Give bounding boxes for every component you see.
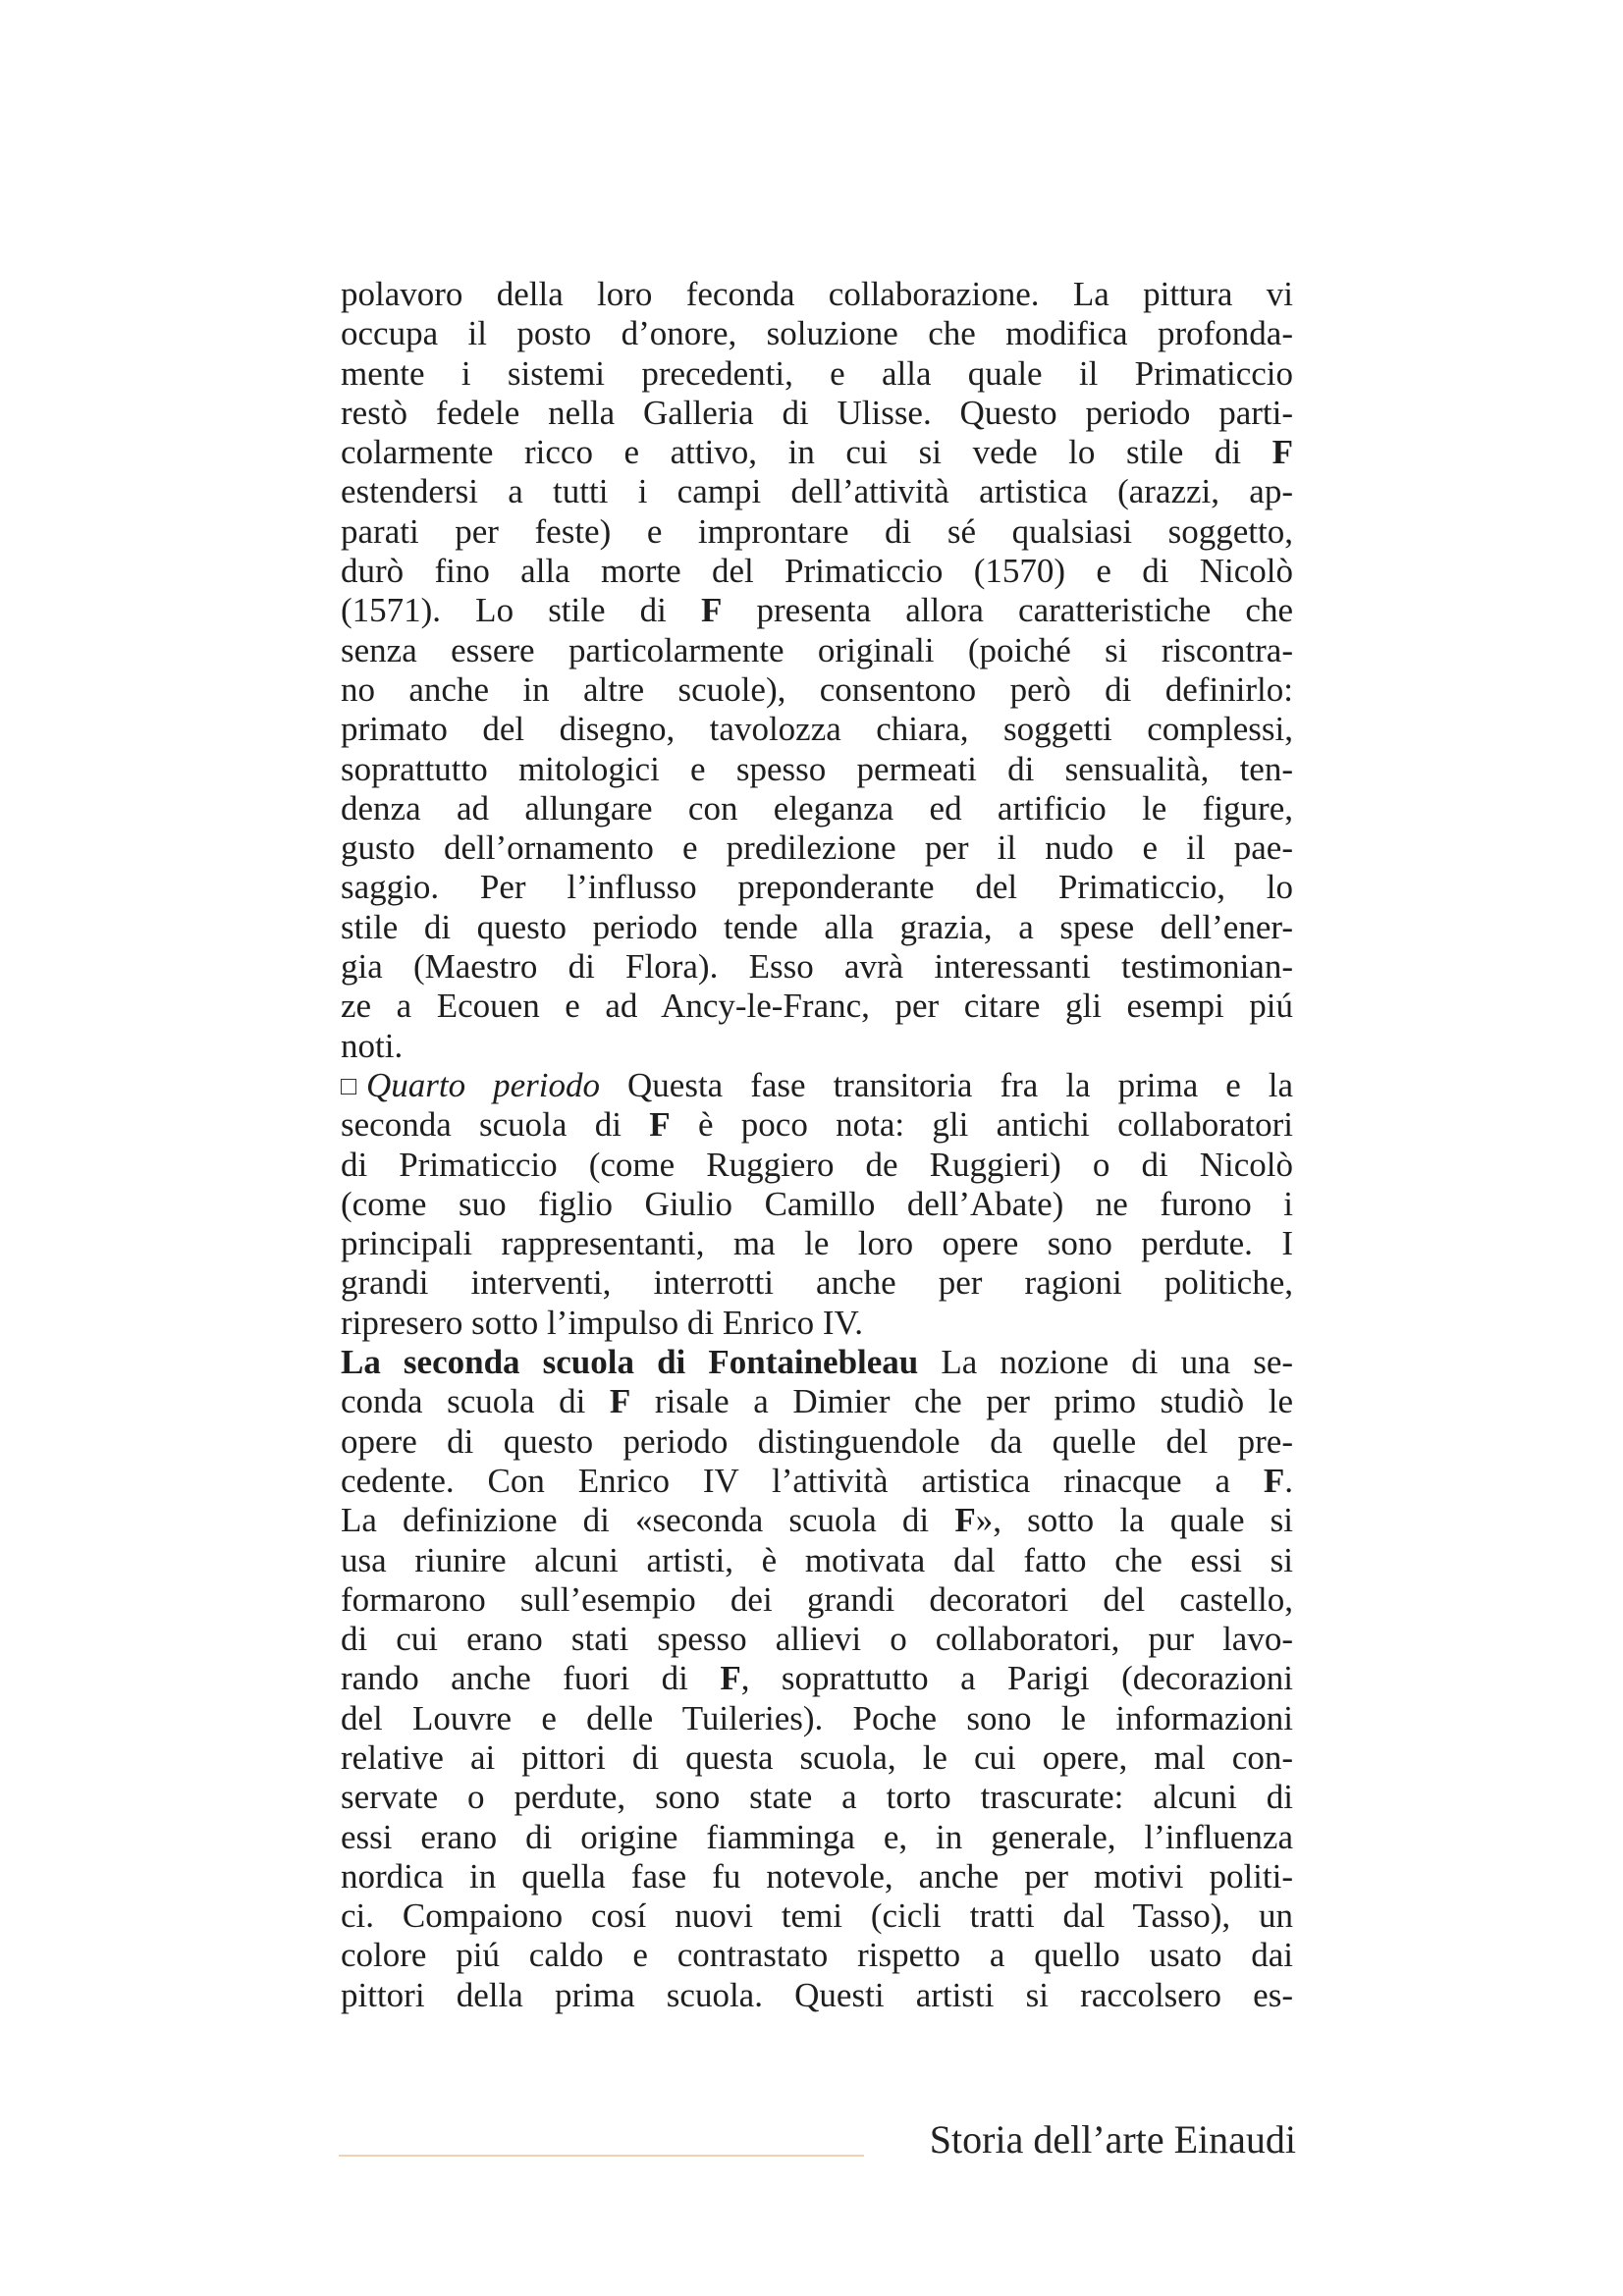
- text-line: denza ad allungare con eleganza ed artificio le figure,: [341, 788, 1293, 828]
- text-line: del Louvre e delle Tuileries). Poche sono le informazioni: [341, 1698, 1293, 1737]
- text-line: relative ai pittori di questa scuola, le cui opere, mal con-: [341, 1737, 1293, 1777]
- text-line: rando anche fuori di F, soprattutto a Parigi (decorazioni: [341, 1659, 1293, 1698]
- text-line: cedente. Con Enrico IV l’attività artistica rinacque a F.: [341, 1461, 1293, 1500]
- text-line: usa riunire alcuni artisti, è motivata dal fatto che essi si: [341, 1540, 1293, 1579]
- text-line: conda scuola di F risale a Dimier che per primo studiò le: [341, 1382, 1293, 1421]
- text-line: La definizione di «seconda scuola di F», sotto la quale si: [341, 1501, 1293, 1540]
- text-line: servate o perdute, sono state a torto trascurate: alcuni di: [341, 1778, 1293, 1817]
- text-line: gia (Maestro di Flora). Esso avrà interessanti testimonian-: [341, 947, 1293, 987]
- body-text: [341, 275, 1293, 2015]
- text-line: opere di questo periodo distinguendole da quelle del pre-: [341, 1421, 1293, 1461]
- text-line: no anche in altre scuole), consentono però di definirlo:: [341, 669, 1293, 709]
- page-footer: [339, 2115, 1296, 2164]
- text-line: senza essere particolarmente originali (poiché si riscontra-: [341, 630, 1293, 669]
- text-line: colore piú caldo e contrastato rispetto a quello usato dai: [341, 1936, 1293, 1975]
- text-line: ze a Ecouen e ad Ancy-le-Franc, per citare gli esempi piú: [341, 987, 1293, 1026]
- text-line: primato del disegno, tavolozza chiara, soggetti complessi,: [341, 710, 1293, 749]
- section-heading-seconda-scuola: La seconda scuola di Fontainebleau: [341, 1343, 919, 1382]
- text-line: gusto dell’ornamento e predilezione per il nudo e il pae-: [341, 828, 1293, 868]
- text-line: durò fino alla morte del Primaticcio (1570) e di Nicolò: [341, 552, 1293, 591]
- text-line: estendersi a tutti i campi dell’attività artistica (arazzi, ap-: [341, 472, 1293, 511]
- text-line: di Primaticcio (come Ruggiero de Ruggieri) o di Nicolò: [341, 1145, 1293, 1184]
- text-line: seconda scuola di F è poco nota: gli antichi collaboratori: [341, 1105, 1293, 1145]
- text-line: saggio. Per l’influsso preponderante del Primaticcio, lo: [341, 868, 1293, 907]
- footer-title: Storia dell’arte Einaudi: [929, 2117, 1296, 2162]
- text-line: noti.: [341, 1026, 404, 1065]
- text-line: restò fedele nella Galleria di Ulisse. Questo periodo parti-: [341, 393, 1293, 432]
- text-line: nordica in quella fase fu notevole, anche per motivi politi-: [341, 1856, 1293, 1896]
- text-line: polavoro della loro feconda collaborazione. La pittura vi: [341, 275, 1293, 313]
- text-line: mente i sistemi precedenti, e alla quale il Primaticcio: [341, 353, 1293, 393]
- section-label-quarto: Quarto periodo: [366, 1065, 601, 1104]
- quarto-periodo-line: Quarto periodo Questa fase transitoria fra la prima e la: [341, 1066, 1293, 1105]
- text-line: pittori della prima scuola. Questi artisti si raccolsero es-: [341, 1975, 1293, 2014]
- square-bullet-icon: [341, 1079, 356, 1095]
- text-line: principali rappresentanti, ma le loro opere sono perdute. I: [341, 1224, 1293, 1263]
- text-line: (1571). Lo stile di F presenta allora caratteristiche che: [341, 591, 1293, 630]
- text-line: essi erano di origine fiamminga e, in generale, l’influenza: [341, 1817, 1293, 1856]
- text-line: di cui erano stati spesso allievi o collaboratori, pur lavo-: [341, 1620, 1293, 1659]
- footer-rule: [339, 2155, 864, 2157]
- text-line: (come suo figlio Giulio Camillo dell’Abate) ne furono i: [341, 1184, 1293, 1223]
- text-line: stile di questo periodo tende alla grazia, a spese dell’ener-: [341, 907, 1293, 946]
- text-line: grandi interventi, interrotti anche per ragioni politiche,: [341, 1263, 1293, 1303]
- text-line: ci. Compaiono cosí nuovi temi (cicli tratti dal Tasso), un: [341, 1896, 1293, 1936]
- text-line: parati per feste) e improntare di sé qualsiasi soggetto,: [341, 511, 1293, 551]
- text-line: colarmente ricco e attivo, in cui si vede lo stile di F: [341, 433, 1293, 472]
- text-line: occupa il posto d’onore, soluzione che modifica profonda-: [341, 314, 1293, 353]
- text-line: formarono sull’esempio dei grandi decoratori del castello,: [341, 1579, 1293, 1619]
- text-line: soprattutto mitologici e spesso permeati di sensualità, ten-: [341, 749, 1293, 788]
- text-line: ripresero sotto l’impulso di Enrico IV.: [341, 1303, 864, 1342]
- seconda-scuola-heading-line: La seconda scuola di Fontainebleau La nozione di una se-: [341, 1343, 1293, 1382]
